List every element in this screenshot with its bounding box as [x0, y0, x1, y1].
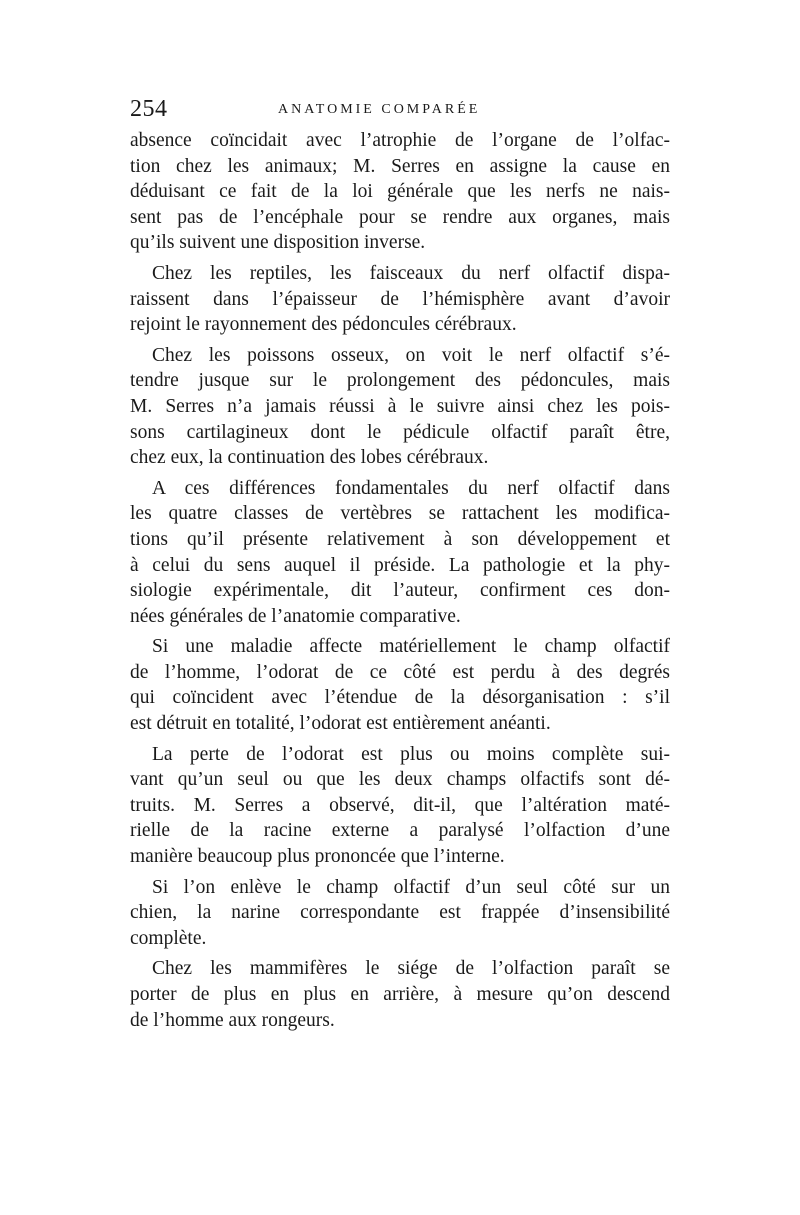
text-line: Si une maladie affecte matériellement le champ olfactif — [152, 636, 670, 658]
text-line: raissent dans l’épaisseur de l’hémisphère avant d’avoir — [130, 288, 670, 310]
text-line: Chez les poissons osseux, on voit le nerf olfactif s’é- — [152, 344, 670, 366]
text-line: rielle de la racine externe a paralysé l’olfaction d’une — [130, 820, 670, 842]
text-line: déduisant ce fait de la loi générale que les nerfs ne nais- — [130, 181, 670, 203]
text-line: Chez les mammifères le siége de l’olfaction paraît se — [152, 958, 670, 980]
text-line: M. Serres n’a jamais réussi à le suivre ainsi chez les pois- — [130, 395, 670, 417]
text-line: à celui du sens auquel il préside. La pathologie et la phy- — [130, 554, 670, 576]
text-line: chez eux, la continuation des lobes cérébraux. — [130, 447, 489, 469]
text-line: rejoint le rayonnement des pédoncules cérébraux. — [130, 314, 517, 336]
paragraph — [130, 875, 670, 952]
text-line: est détruit en totalité, l’odorat est entièrement anéanti. — [130, 713, 551, 735]
text-line: sons cartilagineux dont le pédicule olfactif paraît être, — [130, 421, 670, 443]
paragraph — [130, 956, 670, 1033]
text-line: Chez les reptiles, les faisceaux du nerf olfactif dispa- — [152, 262, 670, 284]
paragraph — [130, 634, 670, 736]
text-line: de l’homme, l’odorat de ce côté est perdu à des degrés — [130, 661, 670, 683]
paragraph — [130, 476, 670, 630]
paragraph — [130, 128, 670, 256]
paragraph — [130, 261, 670, 338]
text-line: sent pas de l’encéphale pour se rendre aux organes, mais — [130, 206, 670, 228]
page-number: 254 — [130, 96, 168, 122]
text-line: absence coïncidait avec l’atrophie de l’organe de l’olfac- — [130, 130, 670, 151]
text-line: La perte de l’odorat est plus ou moins complète sui- — [152, 743, 670, 765]
text-line: Si l’on enlève le champ olfactif d’un seul côté sur un — [152, 876, 670, 898]
text-line: tendre jusque sur le prolongement des pédoncules, mais — [130, 370, 670, 392]
text-line: A ces différences fondamentales du nerf olfactif dans — [152, 477, 670, 499]
text-line: complète. — [130, 927, 207, 949]
text-line: vant qu’un seul ou que les deux champs olfactifs sont dé- — [130, 769, 670, 791]
page-header — [130, 96, 670, 126]
text-line: les quatre classes de vertèbres se rattachent les modifica- — [130, 503, 670, 525]
text-line: chien, la narine correspondante est frappée d’insensibilité — [130, 902, 670, 924]
text-line: tions qu’il présente relativement à son développement et — [130, 528, 670, 550]
text-line: qu’ils suivent une disposition inverse. — [130, 232, 426, 254]
text-line: qui coïncident avec l’étendue de la désorganisation : s’il — [130, 687, 670, 709]
body-text — [130, 128, 670, 1033]
text-line: nées générales de l’anatomie comparative. — [130, 605, 461, 627]
paragraph — [130, 343, 670, 471]
paragraph — [130, 742, 670, 870]
text-line: tion chez les animaux; M. Serres en assigne la cause en — [130, 155, 670, 177]
text-line: siologie expérimentale, dit l’auteur, confirment ces don- — [130, 580, 670, 602]
text-line: truits. M. Serres a observé, dit-il, que l’altération maté- — [130, 794, 670, 816]
text-line: porter de plus en plus en arrière, à mesure qu’on descend — [130, 984, 670, 1005]
running-title: ANATOMIE COMPARÉE — [278, 102, 481, 117]
text-line: de l’homme aux rongeurs. — [130, 1009, 335, 1031]
text-line: manière beaucoup plus prononcée que l’interne. — [130, 846, 505, 868]
